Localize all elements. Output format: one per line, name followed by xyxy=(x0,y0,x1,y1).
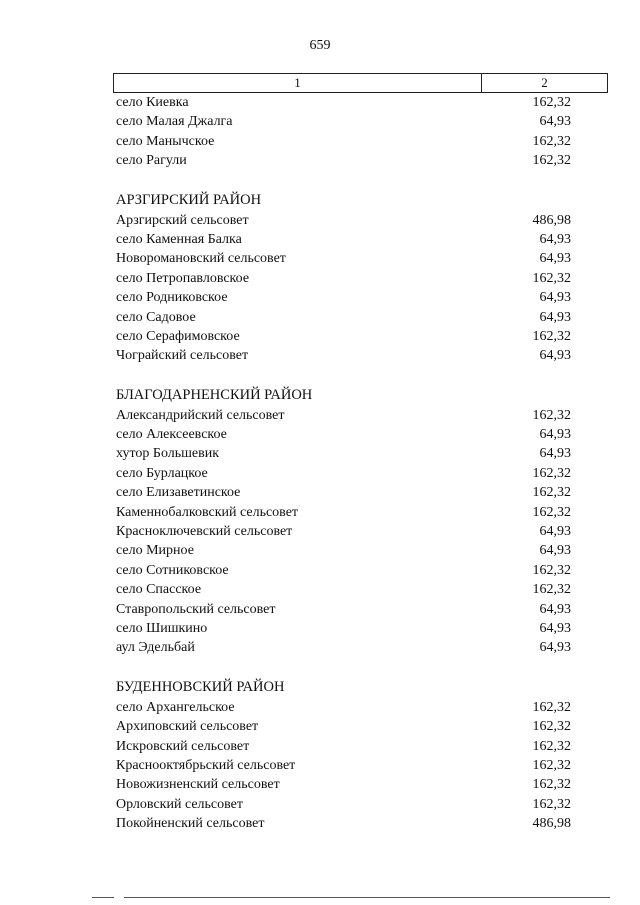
footer-rule-left xyxy=(92,897,114,898)
settlement-name: Чограйский сельсовет xyxy=(116,348,249,364)
settlement-value: 162,32 xyxy=(532,738,571,754)
table-row xyxy=(116,112,571,131)
settlement-value: 64,93 xyxy=(539,251,571,267)
settlement-name: село Манычское xyxy=(116,133,215,149)
settlement-value: 162,32 xyxy=(532,777,571,793)
settlement-value: 64,93 xyxy=(539,231,571,247)
settlement-value: 162,32 xyxy=(532,699,571,715)
settlement-name: Красноключевский сельсовет xyxy=(116,524,293,540)
settlement-name: Александрийский сельсовет xyxy=(116,407,285,423)
settlement-value: 64,93 xyxy=(539,114,571,130)
column-header-2: 2 xyxy=(541,75,548,90)
settlement-name: село Сотниковское xyxy=(116,562,229,578)
settlement-name: Орловский сельсовет xyxy=(116,796,243,812)
table-row xyxy=(116,775,571,794)
table-row xyxy=(116,814,571,833)
settlement-value: 64,93 xyxy=(539,640,571,656)
settlement-value: 162,32 xyxy=(532,328,571,344)
settlement-value: 162,32 xyxy=(532,582,571,598)
settlement-name: село Малая Джалга xyxy=(116,114,233,130)
settlement-value: 64,93 xyxy=(539,348,571,364)
table-row xyxy=(116,717,571,736)
settlement-name: село Садовое xyxy=(116,309,196,325)
table-row xyxy=(116,522,571,541)
table-row xyxy=(116,406,571,425)
settlement-name: село Петропавловское xyxy=(116,270,250,286)
settlement-value: 64,93 xyxy=(539,601,571,617)
settlement-name: Новоромановский сельсовет xyxy=(116,251,286,267)
district-heading: АРЗГИРСКИЙ РАЙОН xyxy=(116,191,262,208)
table-row xyxy=(116,230,571,249)
settlement-value: 162,32 xyxy=(532,133,571,149)
table-row xyxy=(116,795,571,814)
settlement-value: 64,93 xyxy=(539,290,571,306)
settlement-name: село Шишкино xyxy=(116,620,208,636)
table-row xyxy=(116,737,571,756)
settlement-name: Арзгирский сельсовет xyxy=(116,212,249,228)
table-row xyxy=(116,698,571,717)
settlement-value: 162,32 xyxy=(532,153,571,169)
settlement-value: 162,32 xyxy=(532,95,571,110)
table-row xyxy=(116,756,571,775)
settlement-value: 162,32 xyxy=(532,504,571,520)
column-header-1: 1 xyxy=(114,74,482,92)
allocation-table xyxy=(113,73,608,834)
settlement-name: Каменнобалковский сельсовет xyxy=(116,504,299,520)
settlement-name: Покойненский сельсовет xyxy=(116,816,265,832)
settlement-name: село Рагули xyxy=(116,153,187,169)
settlement-name: село Архангельское xyxy=(116,699,235,715)
page-number: 659 xyxy=(309,38,331,53)
table-row xyxy=(116,561,571,580)
settlement-name: село Алексеевское xyxy=(116,427,227,443)
settlement-value: 162,32 xyxy=(532,562,571,578)
table-row xyxy=(116,211,571,230)
table-row xyxy=(116,308,571,327)
settlement-value: 162,32 xyxy=(532,485,571,501)
settlement-name: село Спасское xyxy=(116,582,202,598)
settlement-name: Архиповский сельсовет xyxy=(116,719,259,735)
settlement-name: село Киевка xyxy=(116,95,189,110)
settlement-name: Новожизненский сельсовет xyxy=(116,777,280,793)
settlement-value: 162,32 xyxy=(532,719,571,735)
district-heading: БУДЕННОВСКИЙ РАЙОН xyxy=(116,678,285,695)
table-row xyxy=(116,93,571,112)
settlement-value: 64,93 xyxy=(539,543,571,559)
table-header xyxy=(113,73,608,93)
table-row xyxy=(116,327,571,346)
table-row xyxy=(116,541,571,560)
table-row xyxy=(116,132,571,151)
table-row xyxy=(116,151,571,170)
table-row xyxy=(116,638,571,657)
table-row xyxy=(116,249,571,268)
settlement-value: 486,98 xyxy=(532,212,571,228)
settlement-value: 64,93 xyxy=(539,446,571,462)
settlement-value: 162,32 xyxy=(532,407,571,423)
settlement-value: 486,98 xyxy=(532,816,571,832)
settlement-value: 64,93 xyxy=(539,427,571,443)
table-row xyxy=(116,503,571,522)
settlement-name: Краснооктябрьский сельсовет xyxy=(116,757,296,773)
table-row xyxy=(116,288,571,307)
table-row xyxy=(116,483,571,502)
table-row xyxy=(116,425,571,444)
settlement-name: село Бурлацкое xyxy=(116,465,208,481)
settlement-value: 162,32 xyxy=(532,465,571,481)
table-row xyxy=(116,619,571,638)
settlement-name: Ставропольский сельсовет xyxy=(116,601,276,617)
settlement-value: 162,32 xyxy=(532,796,571,812)
settlement-value: 64,93 xyxy=(539,309,571,325)
table-body xyxy=(116,93,571,834)
table-row xyxy=(116,464,571,483)
footer-rule xyxy=(124,897,610,898)
settlement-name: аул Эдельбай xyxy=(116,640,195,656)
table-row xyxy=(116,444,571,463)
table-row xyxy=(116,580,571,599)
settlement-name: хутор Большевик xyxy=(116,446,220,462)
table-row xyxy=(116,346,571,365)
settlement-value: 64,93 xyxy=(539,524,571,540)
settlement-name: село Каменная Балка xyxy=(116,231,242,247)
settlement-name: село Родниковское xyxy=(116,290,228,306)
settlement-value: 162,32 xyxy=(532,757,571,773)
table-row xyxy=(116,269,571,288)
settlement-value: 64,93 xyxy=(539,620,571,636)
settlement-name: Искровский сельсовет xyxy=(116,738,250,754)
settlement-name: село Серафимовское xyxy=(116,328,240,344)
settlement-value: 162,32 xyxy=(532,270,571,286)
table-row xyxy=(116,600,571,619)
settlement-name: село Елизаветинское xyxy=(116,485,241,501)
settlement-name: село Мирное xyxy=(116,543,194,559)
district-heading: БЛАГОДАРНЕНСКИЙ РАЙОН xyxy=(116,386,313,403)
